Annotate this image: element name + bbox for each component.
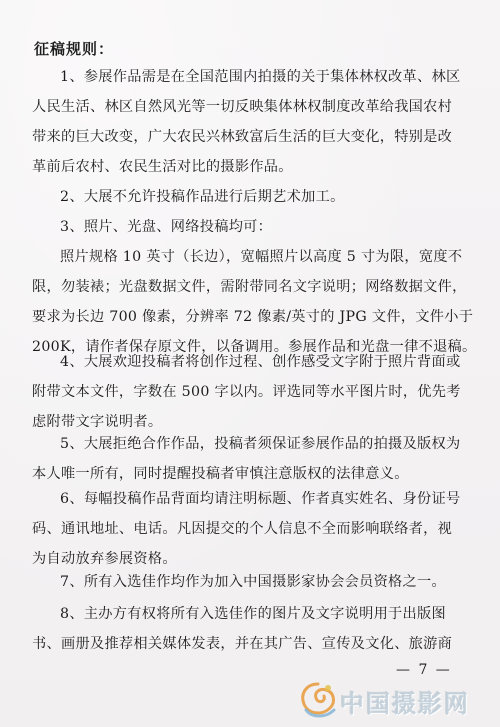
watermark [296, 680, 496, 720]
paragraph-line: 照片规格 10 英寸（长边），宽幅照片以高度 5 寸为限，宽度不 [60, 249, 463, 265]
paragraph-line: 要求为长边 700 像素，分辨率 72 像素/英寸的 JPG 文件，文件小于 [32, 309, 474, 325]
rule-paragraph-6 [32, 484, 472, 574]
paragraph-line: 码、通讯地址、电话。凡因提交的个人信息不全而影响联络者，视 [32, 521, 453, 537]
watermark-text: 中国摄影网 [340, 690, 470, 718]
paragraph-line: 限，勿装裱；光盘数据文件，需附带同名文字说明；网络数据文件， [32, 279, 467, 295]
paragraph-line: 革前后农村、农民生活对比的摄影作品。 [32, 159, 293, 175]
paragraph-line: 带来的巨大改变，广大农民兴林致富后生活的巨大变化，特别是改 [32, 129, 453, 145]
paragraph-line: 1、参展作品需是在全国范围内拍摄的关于集体林权改革、林区 [60, 69, 461, 85]
document-heading: 征稿规则： [34, 40, 115, 58]
paragraph-line: 4、大展欢迎投稿者将创作过程、创作感受文字附于照片背面或 [60, 354, 461, 370]
paragraph-line: 5、大展拒绝合作作品，投稿者须保证参展作品的拍摄及版权为 [60, 436, 461, 452]
paragraph-line: 3、照片、光盘、网络投稿均可： [60, 219, 273, 235]
paragraph-line: 8、主办方有权将所有入选佳作的图片及文字说明用于出版图 [60, 606, 447, 622]
paragraph-line: 7、所有入选佳作均作为加入中国摄影家协会会员资格之一。 [60, 574, 447, 590]
paragraph-line: 为自动放弃参展资格。 [32, 551, 177, 567]
paragraph-line: 虑附带文字说明者。 [32, 414, 163, 430]
page-number: — 7 — [396, 662, 452, 678]
rule-paragraph-7 [32, 567, 472, 597]
rule-paragraph-3 [32, 212, 477, 362]
rule-paragraph-5 [32, 429, 472, 489]
rule-paragraph-8 [32, 599, 472, 659]
paragraph-line: 书、画册及推荐相关媒体发表，并在其广告、宣传及文化、旅游商 [32, 636, 453, 652]
paragraph-line: 6、每幅投稿作品背面均请注明标题、作者真实姓名、身份证号 [60, 491, 461, 507]
paragraph-line: 200K，请作者保存原文件，以备调用。参展作品和光盘一律不退稿。 [32, 339, 477, 355]
swirl-logo-icon [296, 680, 340, 720]
paragraph-line: 2、大展不允许投稿作品进行后期艺术加工。 [60, 189, 345, 205]
paragraph-line: 人民生活、林区自然风光等一切反映集体林权制度改革给我国农村 [32, 99, 453, 115]
rule-paragraph-4 [32, 347, 472, 437]
paragraph-line: 附带文本文件，字数在 500 字以内。评选同等水平图片时，优先考 [32, 384, 461, 400]
paragraph-line: 本人唯一所有，同时提醒投稿者审慎注意版权的法律意义。 [32, 466, 409, 482]
rule-paragraph-1 [32, 62, 472, 182]
rule-paragraph-2 [32, 182, 472, 212]
